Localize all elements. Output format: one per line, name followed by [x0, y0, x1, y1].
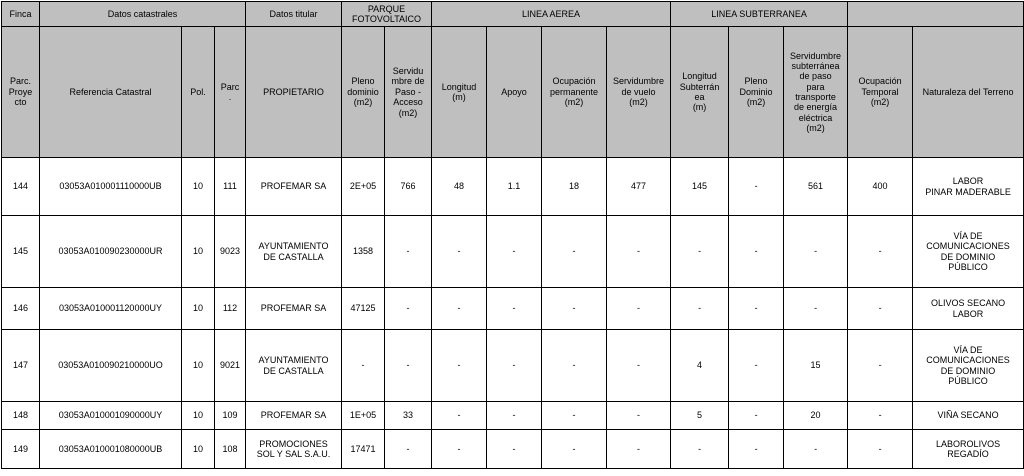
cell-servidumbre-subterranea: 561	[784, 158, 848, 216]
cell-ocupacion-permanente: -	[542, 288, 607, 330]
cell-longitud-subterranea: -	[671, 288, 729, 330]
col-ocupacion-permanente: Ocupación permanente (m2)	[542, 27, 607, 158]
parcel-table	[1, 1, 1024, 469]
cell-ocupacion-temporal: -	[848, 330, 913, 402]
cell-referencia: 03053A010001120000UY	[40, 288, 182, 330]
table-header	[2, 2, 1024, 158]
cell-servidumbre-vuelo: 477	[607, 158, 671, 216]
cell-finca: 148	[2, 402, 40, 430]
cell-servidumbre-subterranea: -	[784, 288, 848, 330]
cell-finca: 144	[2, 158, 40, 216]
cell-servidumbre-vuelo: -	[607, 288, 671, 330]
col-pleno-dominio-ls: Pleno Dominio (m2)	[729, 27, 784, 158]
cell-servidumbre-acceso: -	[385, 216, 432, 288]
cell-pol: 10	[182, 288, 215, 330]
cell-servidumbre-vuelo: -	[607, 330, 671, 402]
cell-servidumbre-subterranea: -	[784, 430, 848, 469]
group-linea-aerea: LINEA AEREA	[432, 2, 671, 27]
cell-longitud-subterranea: 4	[671, 330, 729, 402]
cell-referencia: 03053A010001090000UY	[40, 402, 182, 430]
cell-servidumbre-vuelo: -	[607, 402, 671, 430]
col-ocupacion-temporal: Ocupación Temporal (m2)	[848, 27, 913, 158]
cell-apoyo: 1.1	[487, 158, 542, 216]
table-row	[2, 402, 1024, 430]
cell-parc: 112	[215, 288, 246, 330]
header-column-row	[2, 27, 1024, 158]
cell-finca: 147	[2, 330, 40, 402]
cell-parc: 9021	[215, 330, 246, 402]
cell-naturaleza: VÍA DE COMUNICACIONES DE DOMINIO PÚBLICO	[913, 216, 1024, 288]
table-row	[2, 430, 1024, 469]
group-datos-titular: Datos titular	[246, 2, 342, 27]
table-row	[2, 330, 1024, 402]
cell-propietario: PROFEMAR SA	[246, 402, 342, 430]
cell-pol: 10	[182, 430, 215, 469]
table-row	[2, 288, 1024, 330]
cell-referencia: 03053A010090230000UR	[40, 216, 182, 288]
cell-longitud: 48	[432, 158, 487, 216]
cell-apoyo: -	[487, 216, 542, 288]
cell-pleno-dominio-pf: 2E+05	[342, 158, 385, 216]
cell-referencia: 03053A010001080000UB	[40, 430, 182, 469]
cell-naturaleza: LABOR PINAR MADERABLE	[913, 158, 1024, 216]
cell-pleno-dominio-ls: -	[729, 216, 784, 288]
cell-pleno-dominio-pf: 1E+05	[342, 402, 385, 430]
cell-pol: 10	[182, 216, 215, 288]
header-group-row	[2, 2, 1024, 27]
cell-referencia: 03053A010090210000UO	[40, 330, 182, 402]
cell-ocupacion-temporal: -	[848, 430, 913, 469]
cell-pleno-dominio-ls: -	[729, 330, 784, 402]
table-body	[2, 158, 1024, 469]
cell-longitud: -	[432, 330, 487, 402]
cell-longitud-subterranea: -	[671, 430, 729, 469]
cell-servidumbre-acceso: -	[385, 430, 432, 469]
cell-finca: 145	[2, 216, 40, 288]
group-linea-subterranea: LINEA SUBTERRANEA	[671, 2, 848, 27]
cell-parc: 108	[215, 430, 246, 469]
col-apoyo: Apoyo	[487, 27, 542, 158]
cell-ocupacion-temporal: -	[848, 402, 913, 430]
col-longitud: Longitud (m)	[432, 27, 487, 158]
cell-parc: 109	[215, 402, 246, 430]
cell-servidumbre-acceso: 766	[385, 158, 432, 216]
cell-servidumbre-subterranea: 15	[784, 330, 848, 402]
group-empty	[848, 2, 1024, 27]
cell-naturaleza: VÍA DE COMUNICACIONES DE DOMINIO PÚBLICO	[913, 330, 1024, 402]
cell-longitud-subterranea: -	[671, 216, 729, 288]
cell-finca: 146	[2, 288, 40, 330]
cell-ocupacion-permanente: -	[542, 402, 607, 430]
cell-propietario: PROMOCIONES SOL Y SAL S.A.U.	[246, 430, 342, 469]
col-servidumbre-subterranea: Servidumbre subterránea de paso para transporte de energía eléctrica (m2)	[784, 27, 848, 158]
col-servidumbre-vuelo: Servidumbre de vuelo (m2)	[607, 27, 671, 158]
group-datos-catastrales: Datos catastrales	[40, 2, 246, 27]
cell-propietario: PROFEMAR SA	[246, 288, 342, 330]
cell-pleno-dominio-ls: -	[729, 402, 784, 430]
cell-servidumbre-subterranea: -	[784, 216, 848, 288]
cell-parc: 111	[215, 158, 246, 216]
cell-ocupacion-permanente: 18	[542, 158, 607, 216]
col-parc: Parc .	[215, 27, 246, 158]
col-naturaleza-terreno: Naturaleza del Terreno	[913, 27, 1024, 158]
cell-pleno-dominio-ls: -	[729, 288, 784, 330]
col-propietario: PROPIETARIO	[246, 27, 342, 158]
cell-pleno-dominio-pf: 1358	[342, 216, 385, 288]
cell-ocupacion-temporal: -	[848, 216, 913, 288]
cell-ocupacion-permanente: -	[542, 430, 607, 469]
cell-pleno-dominio-pf: -	[342, 330, 385, 402]
cell-naturaleza: OLIVOS SECANO LABOR	[913, 288, 1024, 330]
cell-servidumbre-vuelo: -	[607, 216, 671, 288]
table-row	[2, 158, 1024, 216]
cell-apoyo: -	[487, 430, 542, 469]
col-parc-proyecto: Parc. Proye cto	[2, 27, 40, 158]
cell-ocupacion-temporal: 400	[848, 158, 913, 216]
cell-pol: 10	[182, 402, 215, 430]
table-row	[2, 216, 1024, 288]
cell-servidumbre-acceso: -	[385, 288, 432, 330]
cell-apoyo: -	[487, 288, 542, 330]
cell-parc: 9023	[215, 216, 246, 288]
cell-apoyo: -	[487, 402, 542, 430]
cell-naturaleza: LABOROLIVOS REGADÍO	[913, 430, 1024, 469]
cell-longitud: -	[432, 402, 487, 430]
cell-longitud-subterranea: 145	[671, 158, 729, 216]
cell-propietario: AYUNTAMIENTO DE CASTALLA	[246, 330, 342, 402]
cell-servidumbre-acceso: -	[385, 330, 432, 402]
col-pol: Pol.	[182, 27, 215, 158]
cell-ocupacion-permanente: -	[542, 330, 607, 402]
cell-servidumbre-vuelo: -	[607, 430, 671, 469]
cell-pleno-dominio-ls: -	[729, 430, 784, 469]
cell-pleno-dominio-pf: 17471	[342, 430, 385, 469]
col-pleno-dominio-pf: Pleno dominio (m2)	[342, 27, 385, 158]
col-referencia-catastral: Referencia Catastral	[40, 27, 182, 158]
cell-ocupacion-permanente: -	[542, 216, 607, 288]
cell-finca: 149	[2, 430, 40, 469]
col-longitud-subterranea: Longitud Subterrán ea (m)	[671, 27, 729, 158]
cell-pol: 10	[182, 330, 215, 402]
cell-longitud: -	[432, 430, 487, 469]
col-servidumbre-acceso: Servidu mbre de Paso - Acceso (m2)	[385, 27, 432, 158]
cell-propietario: PROFEMAR SA	[246, 158, 342, 216]
cell-longitud: -	[432, 288, 487, 330]
cell-propietario: AYUNTAMIENTO DE CASTALLA	[246, 216, 342, 288]
cell-servidumbre-subterranea: 20	[784, 402, 848, 430]
cell-referencia: 03053A010001110000UB	[40, 158, 182, 216]
cell-apoyo: -	[487, 330, 542, 402]
cell-servidumbre-acceso: 33	[385, 402, 432, 430]
group-parque-fotovoltaico: PARQUE FOTOVOLTAICO	[342, 2, 432, 27]
cell-naturaleza: VIÑA SECANO	[913, 402, 1024, 430]
cell-longitud-subterranea: 5	[671, 402, 729, 430]
cell-pleno-dominio-ls: -	[729, 158, 784, 216]
cell-ocupacion-temporal: -	[848, 288, 913, 330]
cell-pol: 10	[182, 158, 215, 216]
group-finca: Finca	[2, 2, 40, 27]
cell-pleno-dominio-pf: 47125	[342, 288, 385, 330]
cell-longitud: -	[432, 216, 487, 288]
